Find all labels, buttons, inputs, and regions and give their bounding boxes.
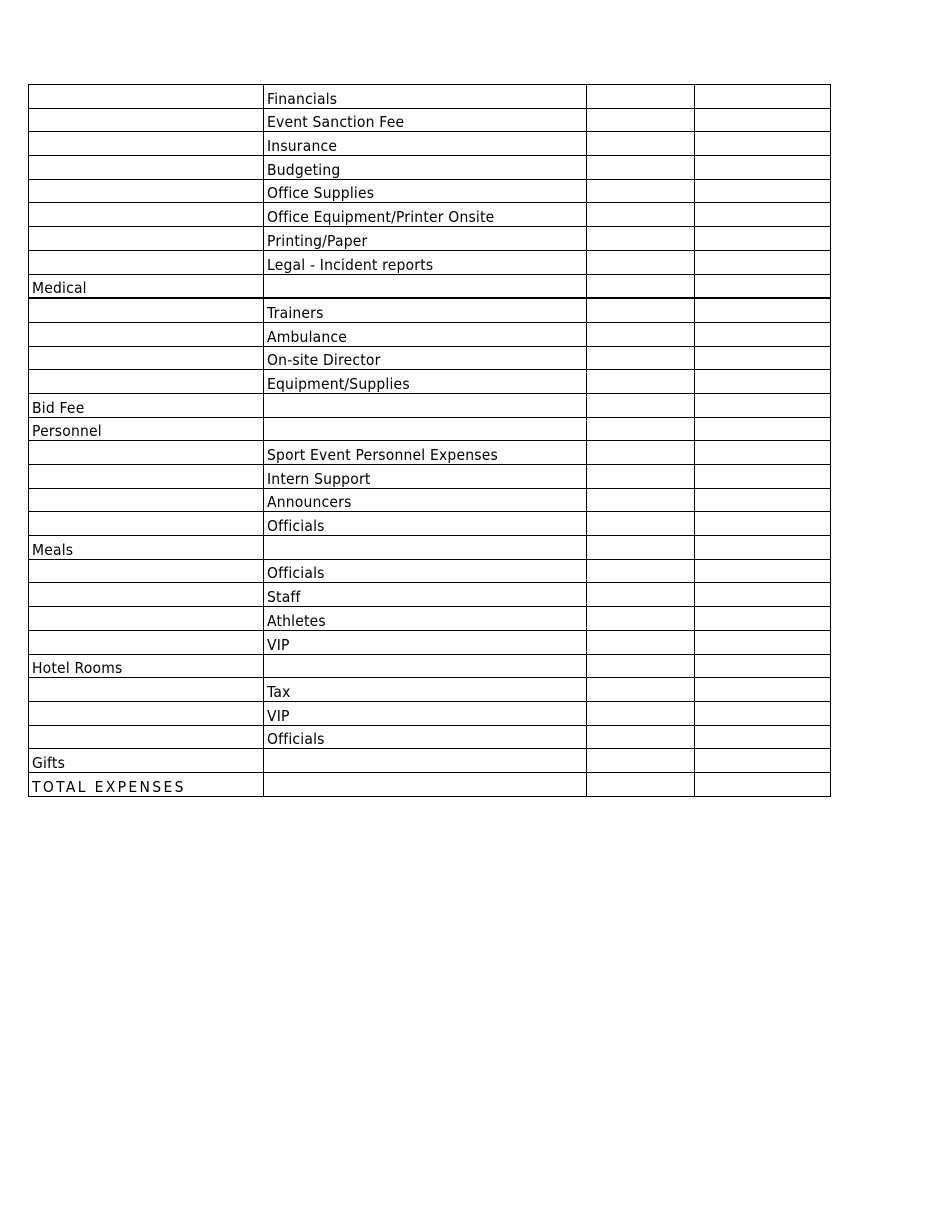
amount-cell[interactable] (587, 227, 695, 251)
table-row (29, 346, 831, 370)
amount-cell[interactable] (587, 108, 695, 132)
category-cell[interactable] (29, 393, 264, 417)
item-cell-text: Staff (267, 588, 301, 607)
item-cell-text: Trainers (267, 303, 324, 322)
category-cell[interactable] (29, 512, 264, 536)
notes-cell[interactable] (695, 512, 831, 536)
table-row (29, 132, 831, 156)
amount-cell[interactable] (587, 322, 695, 346)
item-cell[interactable] (264, 179, 587, 203)
notes-cell[interactable] (695, 370, 831, 394)
expense-table-body (29, 85, 831, 797)
table-row (29, 156, 831, 180)
item-cell[interactable] (264, 250, 587, 274)
table-row (29, 108, 831, 132)
category-cell[interactable] (29, 725, 264, 749)
amount-cell[interactable] (587, 678, 695, 702)
notes-cell[interactable] (695, 85, 831, 109)
table-row (29, 250, 831, 274)
item-cell-text: Financials (267, 89, 338, 108)
category-cell[interactable] (29, 250, 264, 274)
item-cell-text: Office Supplies (267, 184, 375, 203)
category-cell[interactable] (29, 203, 264, 227)
item-cell-text: Ambulance (267, 327, 348, 346)
amount-cell[interactable] (587, 559, 695, 583)
amount-cell[interactable] (587, 85, 695, 109)
table-row (29, 559, 831, 583)
item-cell-text: Equipment/Supplies (267, 374, 410, 393)
item-cell-text: Legal - Incident reports (267, 255, 434, 274)
amount-cell[interactable] (587, 749, 695, 773)
item-cell-text: Office Equipment/Printer Onsite (267, 208, 495, 227)
category-cell[interactable] (29, 441, 264, 465)
category-cell-text: Personnel (32, 422, 102, 441)
category-cell[interactable] (29, 346, 264, 370)
table-row (29, 203, 831, 227)
table-row (29, 298, 831, 322)
amount-cell[interactable] (587, 654, 695, 678)
table-row (29, 417, 831, 441)
table-row (29, 441, 831, 465)
table-row (29, 701, 831, 725)
notes-cell[interactable] (695, 536, 831, 560)
table-row (29, 179, 831, 203)
amount-cell[interactable] (587, 725, 695, 749)
category-cell[interactable] (29, 536, 264, 560)
amount-cell[interactable] (587, 298, 695, 322)
category-cell[interactable] (29, 749, 264, 773)
notes-cell[interactable] (695, 678, 831, 702)
item-cell-text: Tax (267, 682, 291, 701)
item-cell[interactable] (264, 749, 587, 773)
table-row (29, 322, 831, 346)
item-cell[interactable] (264, 488, 587, 512)
table-row (29, 630, 831, 654)
amount-cell[interactable] (587, 393, 695, 417)
notes-cell[interactable] (695, 441, 831, 465)
item-cell-text: Sport Event Personnel Expenses (267, 446, 498, 464)
notes-cell[interactable] (695, 227, 831, 251)
notes-cell[interactable] (695, 108, 831, 132)
category-cell[interactable] (29, 772, 264, 796)
item-cell[interactable] (264, 274, 587, 298)
item-cell[interactable] (264, 583, 587, 607)
table-row (29, 772, 831, 796)
category-cell[interactable] (29, 678, 264, 702)
item-cell[interactable] (264, 322, 587, 346)
amount-cell[interactable] (587, 512, 695, 536)
table-row (29, 274, 831, 298)
category-cell[interactable] (29, 322, 264, 346)
item-cell[interactable] (264, 701, 587, 725)
category-cell[interactable] (29, 607, 264, 631)
amount-cell[interactable] (587, 250, 695, 274)
table-row (29, 536, 831, 560)
table-row (29, 370, 831, 394)
notes-cell[interactable] (695, 250, 831, 274)
item-cell-text: Budgeting (267, 160, 341, 179)
item-cell-text: On-site Director (267, 351, 381, 370)
amount-cell[interactable] (587, 772, 695, 796)
table-row (29, 654, 831, 678)
item-cell[interactable] (264, 417, 587, 441)
item-cell-text: Intern Support (267, 469, 371, 488)
item-cell[interactable] (264, 630, 587, 654)
amount-cell[interactable] (587, 274, 695, 298)
category-cell[interactable] (29, 654, 264, 678)
item-cell[interactable] (264, 772, 587, 796)
category-cell-text: Gifts (32, 753, 66, 772)
notes-cell[interactable] (695, 322, 831, 346)
item-cell[interactable] (264, 725, 587, 749)
notes-cell[interactable] (695, 607, 831, 631)
amount-cell[interactable] (587, 630, 695, 654)
notes-cell[interactable] (695, 749, 831, 773)
notes-cell[interactable] (695, 393, 831, 417)
category-cell-text: Hotel Rooms (32, 659, 123, 678)
table-row (29, 85, 831, 109)
category-cell-text: Meals (32, 540, 74, 559)
notes-cell[interactable] (695, 203, 831, 227)
amount-cell[interactable] (587, 701, 695, 725)
notes-cell[interactable] (695, 488, 831, 512)
item-cell[interactable] (264, 654, 587, 678)
item-cell[interactable] (264, 227, 587, 251)
notes-cell[interactable] (695, 583, 831, 607)
category-cell[interactable] (29, 559, 264, 583)
category-cell[interactable] (29, 274, 264, 298)
table-row (29, 725, 831, 749)
category-cell[interactable] (29, 465, 264, 489)
amount-cell[interactable] (587, 465, 695, 489)
amount-cell[interactable] (587, 346, 695, 370)
amount-cell[interactable] (587, 370, 695, 394)
item-cell[interactable] (264, 203, 587, 227)
notes-cell[interactable] (695, 274, 831, 298)
category-cell[interactable] (29, 108, 264, 132)
item-cell-text: Athletes (267, 611, 326, 630)
item-cell[interactable] (264, 156, 587, 180)
notes-cell[interactable] (695, 417, 831, 441)
amount-cell[interactable] (587, 203, 695, 227)
item-cell[interactable] (264, 298, 587, 322)
notes-cell[interactable] (695, 298, 831, 322)
item-cell[interactable] (264, 132, 587, 156)
amount-cell[interactable] (587, 583, 695, 607)
table-row (29, 393, 831, 417)
item-cell[interactable] (264, 85, 587, 109)
item-cell-text: VIP (267, 635, 290, 654)
table-row (29, 465, 831, 489)
item-cell[interactable] (264, 441, 587, 465)
category-cell[interactable] (29, 85, 264, 109)
item-cell-text: Officials (267, 730, 325, 749)
notes-cell[interactable] (695, 132, 831, 156)
category-cell[interactable] (29, 370, 264, 394)
category-cell[interactable] (29, 298, 264, 322)
item-cell[interactable] (264, 607, 587, 631)
notes-cell[interactable] (695, 346, 831, 370)
category-cell[interactable] (29, 701, 264, 725)
amount-cell[interactable] (587, 536, 695, 560)
item-cell[interactable] (264, 346, 587, 370)
notes-cell[interactable] (695, 772, 831, 796)
item-cell-text: Printing/Paper (267, 231, 368, 250)
amount-cell[interactable] (587, 417, 695, 441)
item-cell[interactable] (264, 559, 587, 583)
notes-cell[interactable] (695, 156, 831, 180)
category-cell[interactable] (29, 179, 264, 203)
notes-cell[interactable] (695, 630, 831, 654)
expense-table (28, 84, 831, 797)
table-row (29, 488, 831, 512)
category-cell[interactable] (29, 132, 264, 156)
notes-cell[interactable] (695, 701, 831, 725)
item-cell[interactable] (264, 465, 587, 489)
table-row (29, 227, 831, 251)
item-cell[interactable] (264, 678, 587, 702)
amount-cell[interactable] (587, 441, 695, 465)
notes-cell[interactable] (695, 465, 831, 489)
item-cell-text: Event Sanction Fee (267, 113, 405, 132)
item-cell[interactable] (264, 536, 587, 560)
notes-cell[interactable] (695, 179, 831, 203)
category-cell-text: Bid Fee (32, 398, 85, 417)
item-cell-text: Officials (267, 517, 325, 536)
category-cell-text: TOTAL EXPENSES (32, 777, 186, 796)
item-cell-text: Announcers (267, 493, 352, 512)
item-cell[interactable] (264, 512, 587, 536)
item-cell[interactable] (264, 393, 587, 417)
table-row (29, 749, 831, 773)
notes-cell[interactable] (695, 559, 831, 583)
item-cell-text: Insurance (267, 137, 338, 156)
table-row (29, 583, 831, 607)
notes-cell[interactable] (695, 654, 831, 678)
category-cell[interactable] (29, 583, 264, 607)
amount-cell[interactable] (587, 132, 695, 156)
amount-cell[interactable] (587, 156, 695, 180)
amount-cell[interactable] (587, 179, 695, 203)
table-row (29, 512, 831, 536)
category-cell[interactable] (29, 630, 264, 654)
amount-cell[interactable] (587, 488, 695, 512)
item-cell-text: VIP (267, 706, 290, 725)
item-cell[interactable] (264, 108, 587, 132)
item-cell-text: Officials (267, 564, 325, 583)
item-cell[interactable] (264, 370, 587, 394)
category-cell-text: Medical (32, 279, 87, 298)
table-row (29, 678, 831, 702)
notes-cell[interactable] (695, 725, 831, 749)
table-row (29, 607, 831, 631)
category-cell[interactable] (29, 417, 264, 441)
category-cell[interactable] (29, 156, 264, 180)
category-cell[interactable] (29, 488, 264, 512)
category-cell[interactable] (29, 227, 264, 251)
amount-cell[interactable] (587, 607, 695, 631)
